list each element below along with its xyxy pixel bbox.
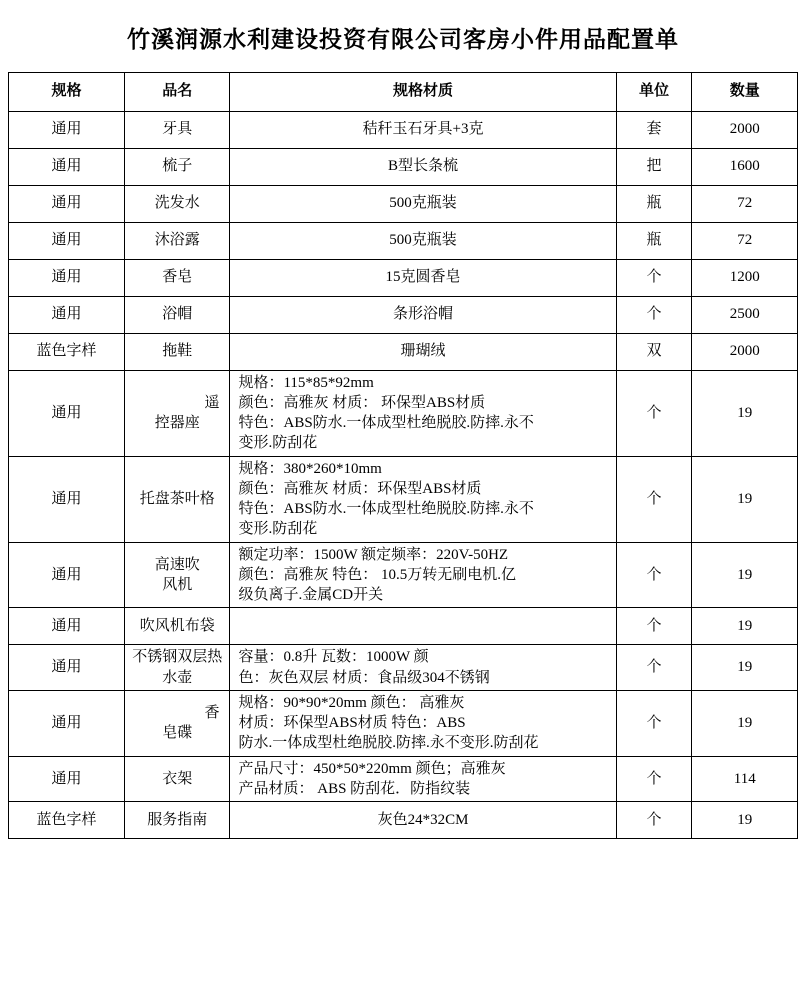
cell-material — [230, 542, 616, 608]
cell-material: 条形浴帽 — [230, 296, 616, 333]
cell-name: 拖鞋 — [125, 333, 230, 370]
cell-unit: 双 — [616, 333, 692, 370]
cell-spec: 通用 — [9, 296, 125, 333]
table-row — [9, 456, 798, 542]
cell-spec: 通用 — [9, 608, 125, 645]
cell-unit: 个 — [616, 370, 692, 456]
cell-spec: 通用 — [9, 645, 125, 691]
table-row — [9, 756, 798, 802]
cell-name-line2: 皂碟 — [162, 725, 193, 742]
cell-qty: 19 — [692, 456, 798, 542]
cell-qty: 19 — [692, 690, 798, 756]
cell-unit: 个 — [616, 456, 692, 542]
cell-material: 珊瑚绒 — [230, 333, 616, 370]
material-line: 变形.防刮花 — [238, 521, 318, 538]
table-row — [9, 148, 798, 185]
material-line: 规格：90*90*20mm 颜色： 高雅灰 — [238, 694, 465, 711]
cell-spec: 蓝色字样 — [9, 802, 125, 839]
cell-material — [230, 690, 616, 756]
cell-spec: 通用 — [9, 690, 125, 756]
cell-name — [125, 645, 230, 691]
cell-name: 牙具 — [125, 111, 230, 148]
cell-material: 500克瓶装 — [230, 222, 616, 259]
cell-material: 15克圆香皂 — [230, 259, 616, 296]
cell-spec: 通用 — [9, 542, 125, 608]
cell-spec: 通用 — [9, 148, 125, 185]
cell-spec: 通用 — [9, 456, 125, 542]
cell-unit: 瓶 — [616, 185, 692, 222]
cell-name: 香皂 — [125, 259, 230, 296]
cell-name: 衣架 — [125, 756, 230, 802]
cell-name: 梳子 — [125, 148, 230, 185]
column-header-material: 规格材质 — [230, 72, 616, 111]
material-line: 特色：ABS防水.一体成型杜绝脱胶.防摔.永不 — [238, 501, 534, 518]
material-line: 产品材质： ABS 防刮花．防指纹装 — [238, 780, 471, 797]
material-line: 颜色：高雅灰 特色： 10.5万转无刷电机.亿 — [238, 566, 516, 583]
table-header-row — [9, 72, 798, 111]
table-row — [9, 185, 798, 222]
cell-unit: 个 — [616, 259, 692, 296]
cell-material: 秸秆玉石牙具+3克 — [230, 111, 616, 148]
material-line: 额定功率：1500W 额定频率：220V-50HZ — [238, 546, 509, 563]
cell-unit: 把 — [616, 148, 692, 185]
cell-name-line2: 水壶 — [162, 669, 193, 686]
cell-qty: 19 — [692, 608, 798, 645]
cell-qty: 1200 — [692, 259, 798, 296]
cell-unit: 瓶 — [616, 222, 692, 259]
table-row — [9, 111, 798, 148]
column-header-unit: 单位 — [616, 72, 692, 111]
material-line: 规格：115*85*92mm — [238, 374, 374, 391]
column-header-qty: 数量 — [692, 72, 798, 111]
cell-unit: 个 — [616, 690, 692, 756]
cell-name: 浴帽 — [125, 296, 230, 333]
table-row — [9, 222, 798, 259]
cell-material — [230, 608, 616, 645]
cell-name-line1: 高速吹 — [154, 556, 200, 573]
cell-material — [230, 370, 616, 456]
cell-name — [125, 690, 230, 756]
cell-unit: 个 — [616, 802, 692, 839]
cell-qty: 114 — [692, 756, 798, 802]
material-line: 颜色：高雅灰 材质： 环保型ABS材质 — [238, 394, 486, 411]
cell-material: 灰色24*32CM — [230, 802, 616, 839]
cell-spec: 通用 — [9, 185, 125, 222]
material-line: 产品尺寸：450*50*220mm 颜色；高雅灰 — [238, 760, 506, 777]
material-line: 材质：环保型ABS材质 特色：ABS — [238, 715, 466, 732]
cell-spec: 蓝色字样 — [9, 333, 125, 370]
cell-name — [125, 542, 230, 608]
material-line: 级负离子.金属CD开关 — [238, 587, 384, 604]
material-line: 防水.一体成型杜绝脱胶.防摔.永不变形.防刮花 — [238, 735, 539, 752]
material-line: 规格：380*260*10mm — [238, 460, 382, 477]
cell-qty: 2000 — [692, 333, 798, 370]
cell-spec: 通用 — [9, 111, 125, 148]
table-row — [9, 802, 798, 839]
cell-name: 吹风机布袋 — [125, 608, 230, 645]
cell-qty: 19 — [692, 645, 798, 691]
cell-name-line1: 香 — [204, 704, 220, 721]
cell-unit: 个 — [616, 542, 692, 608]
cell-qty: 2000 — [692, 111, 798, 148]
cell-material — [230, 456, 616, 542]
cell-name-line1: 遥 — [204, 394, 220, 411]
table-row — [9, 645, 798, 691]
table-row — [9, 690, 798, 756]
cell-spec: 通用 — [9, 259, 125, 296]
cell-qty: 72 — [692, 222, 798, 259]
cell-spec: 通用 — [9, 370, 125, 456]
table-row — [9, 259, 798, 296]
cell-unit: 个 — [616, 608, 692, 645]
table-row — [9, 296, 798, 333]
cell-spec: 通用 — [9, 756, 125, 802]
cell-qty: 19 — [692, 542, 798, 608]
table-row — [9, 542, 798, 608]
cell-material: 500克瓶装 — [230, 185, 616, 222]
cell-unit: 个 — [616, 296, 692, 333]
cell-name-line2: 控器座 — [154, 415, 200, 432]
column-header-spec: 规格 — [9, 72, 125, 111]
cell-material: B型长条梳 — [230, 148, 616, 185]
cell-material — [230, 645, 616, 691]
cell-name: 服务指南 — [125, 802, 230, 839]
cell-name — [125, 370, 230, 456]
column-header-name: 品名 — [125, 72, 230, 111]
material-line: 颜色：高雅灰 材质：环保型ABS材质 — [238, 480, 482, 497]
cell-qty: 19 — [692, 802, 798, 839]
material-line: 特色：ABS防水.一体成型杜绝脱胶.防摔.永不 — [238, 415, 534, 432]
cell-name: 托盘茶叶格 — [125, 456, 230, 542]
cell-spec: 通用 — [9, 222, 125, 259]
configuration-table — [8, 72, 798, 840]
cell-name: 沐浴露 — [125, 222, 230, 259]
cell-name-line2: 风机 — [162, 576, 193, 593]
page-title: 竹溪润源水利建设投资有限公司客房小件用品配置单 — [127, 27, 679, 52]
cell-unit: 个 — [616, 756, 692, 802]
material-line: 变形.防刮花 — [238, 435, 318, 452]
cell-name-line1: 不锈钢双层热 — [132, 649, 223, 666]
cell-qty: 1600 — [692, 148, 798, 185]
table-row — [9, 333, 798, 370]
cell-qty: 2500 — [692, 296, 798, 333]
material-line: 容量：0.8升 瓦数：1000W 颜 — [238, 649, 429, 666]
cell-qty: 19 — [692, 370, 798, 456]
cell-material — [230, 756, 616, 802]
table-row — [9, 608, 798, 645]
table-row — [9, 370, 798, 456]
cell-name: 洗发水 — [125, 185, 230, 222]
cell-qty: 72 — [692, 185, 798, 222]
cell-unit: 套 — [616, 111, 692, 148]
material-line: 色：灰色双层 材质：食品级304不锈钢 — [238, 669, 490, 686]
cell-unit: 个 — [616, 645, 692, 691]
